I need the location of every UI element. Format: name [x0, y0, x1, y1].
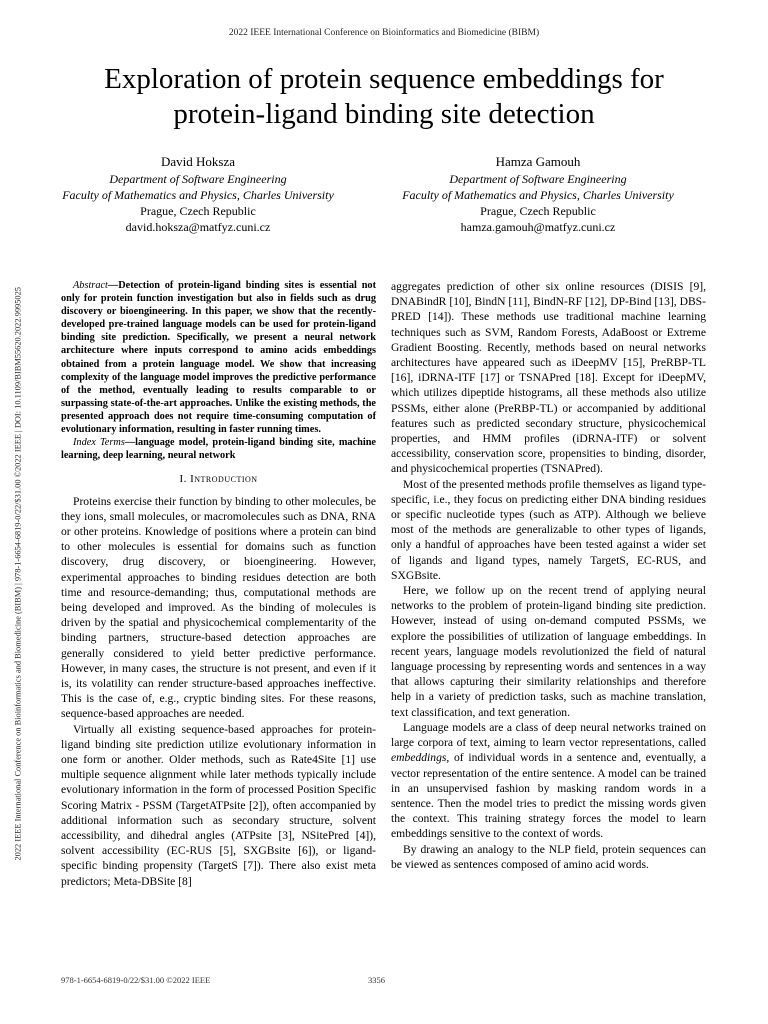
- index-terms-lead: Index Terms: [73, 437, 125, 449]
- abstract-lead: Abstract: [73, 280, 108, 291]
- paragraph-text: Language models are a class of deep neural networks trained on large corpora of text, aiming to learn vector representations, called: [391, 720, 706, 750]
- section-title: Introduction: [190, 473, 258, 486]
- conference-header: 2022 IEEE International Conference on Bioinformatics and Biomedicine (BIBM): [228, 28, 540, 38]
- title-line-1: Exploration of protein sequence embeddings for: [104, 63, 664, 95]
- index-terms-body: —language model, protein-ligand binding site, machine learning, deep learning, neural network: [61, 437, 376, 462]
- paragraph: Most of the presented methods profile themselves as ligand type-specific, i.e., they focus on predicting either DNA binding residues or specific nucleotide types (such as ATP). Although we believe most of the methods are generalizable to other types of ligands, only a handful of approaches have been tested against a wider set of ligands and ligand types, namely TargetS, EC-RUS, and SXGBsite.: [391, 477, 706, 582]
- index-terms: [61, 436, 376, 462]
- emphasis-text: embeddings: [391, 751, 447, 765]
- footer-copyright: 978-1-6654-6819-0/22/$31.00 ©2022 IEEE: [61, 975, 211, 985]
- author-dept: Department of Software Engineering: [449, 172, 627, 186]
- paragraph: By drawing an analogy to the NLP field, protein sequences can be viewed as sentences composed of amino acid words.: [391, 842, 706, 871]
- section-heading: [61, 472, 376, 487]
- author-dept: Department of Software Engineering: [109, 172, 287, 186]
- left-column: [61, 279, 376, 889]
- paragraph: aggregates prediction of other six online resources (DISIS [9], DNABindR [10], BindN [11], BindN-RF [12], DP-Bind [13], DBS-PRED [14]). These methods use traditional machine learning techniques such as SVM, Random Forests, AdaBoost or Extreme Gradient Boosting. Recently, methods based on neural networks architectures have appeared such as iDeepMV [15], PreRBP-TL [16], iDRNA-ITF [17] or TSNAPred [18]. Except for iDeepMV, which utilizes dipeptide histograms, all these methods also utilize PSSMs, either alone (PreRBP-TL) or accompanied by additional features such as predicted secondary structure, physicochemical properties, and HMM profiles (iDRNA-ITF) or solvent accessibility, conservation score, propensities to binding, disorder, and physicochemical properties (TSNAPred).: [391, 280, 706, 476]
- author-block-1: [33, 154, 363, 235]
- right-column: [391, 279, 706, 872]
- abstract-body: —Detection of protein-ligand binding sites is essential not only for protein function investigation but also in fields such as drug discovery or bioengineering. In this paper, we show that the recently-developed pre-trained language models can be used for protein-ligand binding site prediction. Specifically, we present a neural network architecture where inputs correspond to amino acids embeddings obtained from a protein language model. We show that increasing complexity of the language model improves the predictive performance of the method, eventually leading to results comparable to or surpassing state-of-the-art approaches. Unlike the existing methods, the presented approach does not require time-consuming computation of evolutionary information, resulting in faster running times.: [61, 280, 376, 436]
- author-city: Prague, Czech Republic: [480, 204, 596, 218]
- author-faculty: Faculty of Mathematics and Physics, Charles University: [402, 188, 674, 202]
- author-city: Prague, Czech Republic: [140, 204, 256, 218]
- author-block-2: [373, 154, 703, 235]
- paragraph: Here, we follow up on the recent trend of applying neural networks to the problem of protein-ligand binding site prediction. However, instead of using on-demand computed PSSMs, we explore the possibilities of utilization of language embeddings. In recent years, language models revolutionized the field of natural language processing by representing words and sentences in a way that allows capturing their similarity relationships and therefore help in a variety of prediction tasks, such as machine translation, text classification, and text generation.: [391, 584, 706, 719]
- author-name: David Hoksza: [160, 154, 235, 169]
- doi-side-text: 2022 IEEE International Conference on Bioinformatics and Biomedicine (BIBM) | 978-1-6654-6819-0/22/$31.00 ©2022 IEEE | DOI: 10.1109/BIBM55620.2022.9995025: [13, 287, 23, 861]
- author-faculty: Faculty of Mathematics and Physics, Charles University: [62, 188, 334, 202]
- paragraph: [391, 720, 706, 842]
- page-number: 3356: [368, 975, 385, 985]
- title-line-2: protein-ligand binding site detection: [173, 98, 595, 130]
- section-number: I.: [179, 473, 191, 486]
- paragraph-text: , of individual words in a sentence and, eventually, a vector representation of the entire sentence. A model can be trained in an unsupervised fashion by masking random words in a sentence. Then the model tries to predict the missing words given the context. This training strategy forces the model to learn embeddings sensitive to the context of words.: [391, 751, 706, 841]
- author-email[interactable]: david.hoksza@matfyz.cuni.cz: [125, 220, 271, 234]
- paragraph: Proteins exercise their function by binding to other molecules, be they ions, small molecules, or macromolecules such as DNA, RNA or other proteins. Knowledge of positions where a protein can bind to other molecules is essential for domains such as function discovery, drug discovery, or bioengineering. However, experimental approaches to binding residues detection are both time and resource-demanding; thus, computational methods are being developed and improved. As the binding of molecules is driven by the spatial and physicochemical complementarity of the binding partners, structure-based detection approaches are generally considered to yield better predictive performance. However, in many cases, the structure is not present, and even if it is, its volatility can render structure-based approaches ineffective. This is the case of, e.g., cryptic binding sites. For these reasons, sequence-based approaches are needed.: [61, 494, 376, 721]
- author-email[interactable]: hamza.gamouh@matfyz.cuni.cz: [460, 220, 616, 234]
- paragraph: Virtually all existing sequence-based approaches for protein-ligand binding site prediction utilize evolutionary information in one form or another. Older methods, such as Rate4Site [1] use multiple sequence alignment while later methods typically include evolutionary information in the form of processed Position Specific Scoring Matrix - PSSM (TargetATPsite [2]), often accompanied by additional information such as secondary structure, solvent accessibility, and dihedral angles (ATPsite [3], NSitePred [4]), solvent accessibility (EC-RUS [5], SXGBsite [6]), or ligand-specific binding propensity (TargetS [7]). There also exist meta predictors; Meta-DBSite [8]: [61, 722, 376, 888]
- author-name: Hamza Gamouh: [495, 154, 581, 169]
- abstract: [61, 279, 376, 436]
- paper-title: [40, 62, 728, 132]
